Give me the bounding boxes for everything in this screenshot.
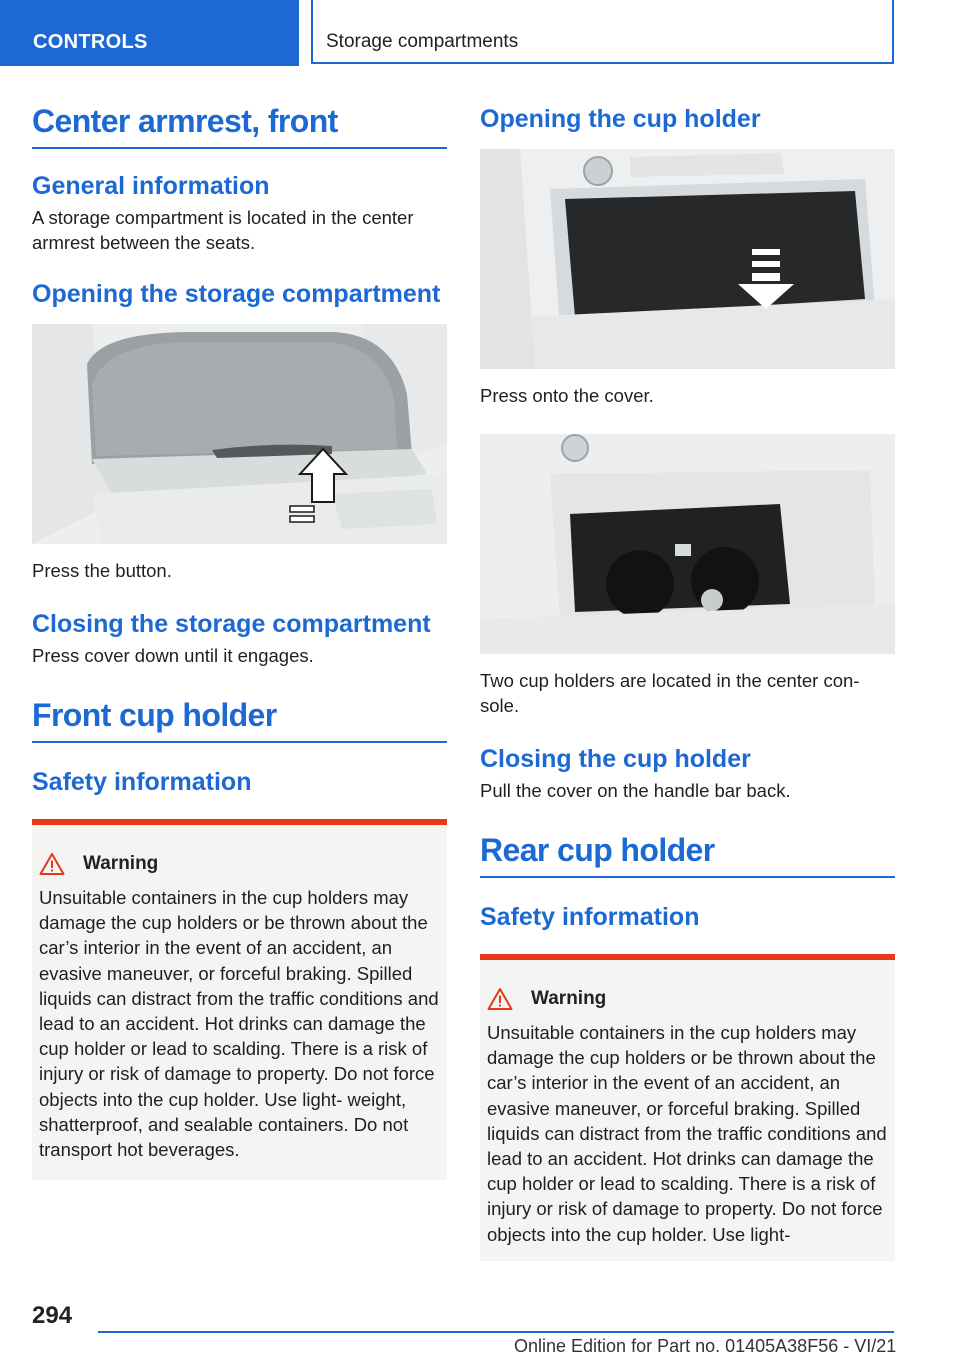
heading-center-armrest: Center armrest, front bbox=[32, 100, 447, 149]
warning-box bbox=[32, 819, 447, 1180]
section-label: CONTROLS bbox=[33, 31, 148, 53]
warning-triangle-icon bbox=[39, 852, 65, 876]
cup-holders-photo bbox=[480, 434, 895, 654]
subsection-label: Storage compartments bbox=[326, 31, 519, 52]
section-tab[interactable] bbox=[0, 0, 299, 66]
cup-cover-photo bbox=[480, 149, 895, 369]
caption-press-cover: Press onto the cover. bbox=[480, 385, 654, 406]
warning-text: Unsuitable containers in the cup holders may damage the cup holders or be thrown about the car’s interior in the event of an accident, an evasive maneuver, or forceful braking. Spilled liquids can distract from the traffic conditions and lead to an accident. Hot drinks can damage the cup holder or lead to scalding. There is a risk of injury or risk of damage to property. Do not force objects into the cup holder. Use light- weight, shatterproof, and sealable containers. Do not transport hot beverages. bbox=[39, 887, 439, 1161]
page-number: 294 bbox=[32, 1302, 73, 1329]
heading-opening-cup-holder: Opening the cup holder bbox=[480, 105, 761, 133]
armrest-photo bbox=[32, 324, 447, 544]
warning-triangle-icon bbox=[487, 987, 513, 1011]
heading-safety-information: Safety information bbox=[32, 768, 252, 796]
heading-closing-storage: Closing the storage compartment bbox=[32, 610, 431, 638]
heading-rear-cup-holder: Rear cup holder bbox=[480, 829, 895, 878]
footer-edition: Online Edition for Part no. 01405A38F56 - VI/21 bbox=[514, 1336, 897, 1356]
footer-divider bbox=[98, 1331, 894, 1333]
warning-header bbox=[39, 851, 440, 877]
rear-warning-header bbox=[487, 986, 888, 1012]
subsection-tab[interactable] bbox=[311, 0, 894, 64]
rear-warning-title: Warning bbox=[531, 988, 607, 1009]
heading-general-information: General information bbox=[32, 172, 270, 200]
caption-press-button: Press the button. bbox=[32, 560, 172, 581]
closing-cup-holder-text: Pull the cover on the handle bar back. bbox=[480, 780, 791, 801]
caption-two-cup-holders: Two cup holders are located in the center con- sole. bbox=[480, 670, 860, 716]
general-information-text: A storage compartment is located in the center armrest between the seats. bbox=[32, 207, 414, 253]
heading-front-cup-holder: Front cup holder bbox=[32, 694, 447, 743]
warning-title: Warning bbox=[83, 853, 159, 874]
closing-storage-text: Press cover down until it engages. bbox=[32, 645, 314, 666]
right-column bbox=[480, 104, 895, 1261]
page-header bbox=[0, 0, 960, 66]
heading-opening-storage: Opening the storage compartment bbox=[32, 280, 441, 308]
rear-warning-text: Unsuitable containers in the cup holders may damage the cup holders or be thrown about the car’s interior in the event of an accident, an evasive maneuver, or forceful braking. Spilled liquids can distract from the traffic conditions and lead to an accident. Hot drinks can damage the cup holder or lead to scalding. There is a risk of injury or risk of damage to property. Do not force objects into the cup holder. Use light- bbox=[487, 1022, 887, 1245]
left-column bbox=[32, 100, 447, 1180]
rear-warning-box bbox=[480, 954, 895, 1261]
heading-closing-cup-holder: Closing the cup holder bbox=[480, 745, 751, 773]
heading-rear-safety-information: Safety information bbox=[480, 903, 700, 931]
